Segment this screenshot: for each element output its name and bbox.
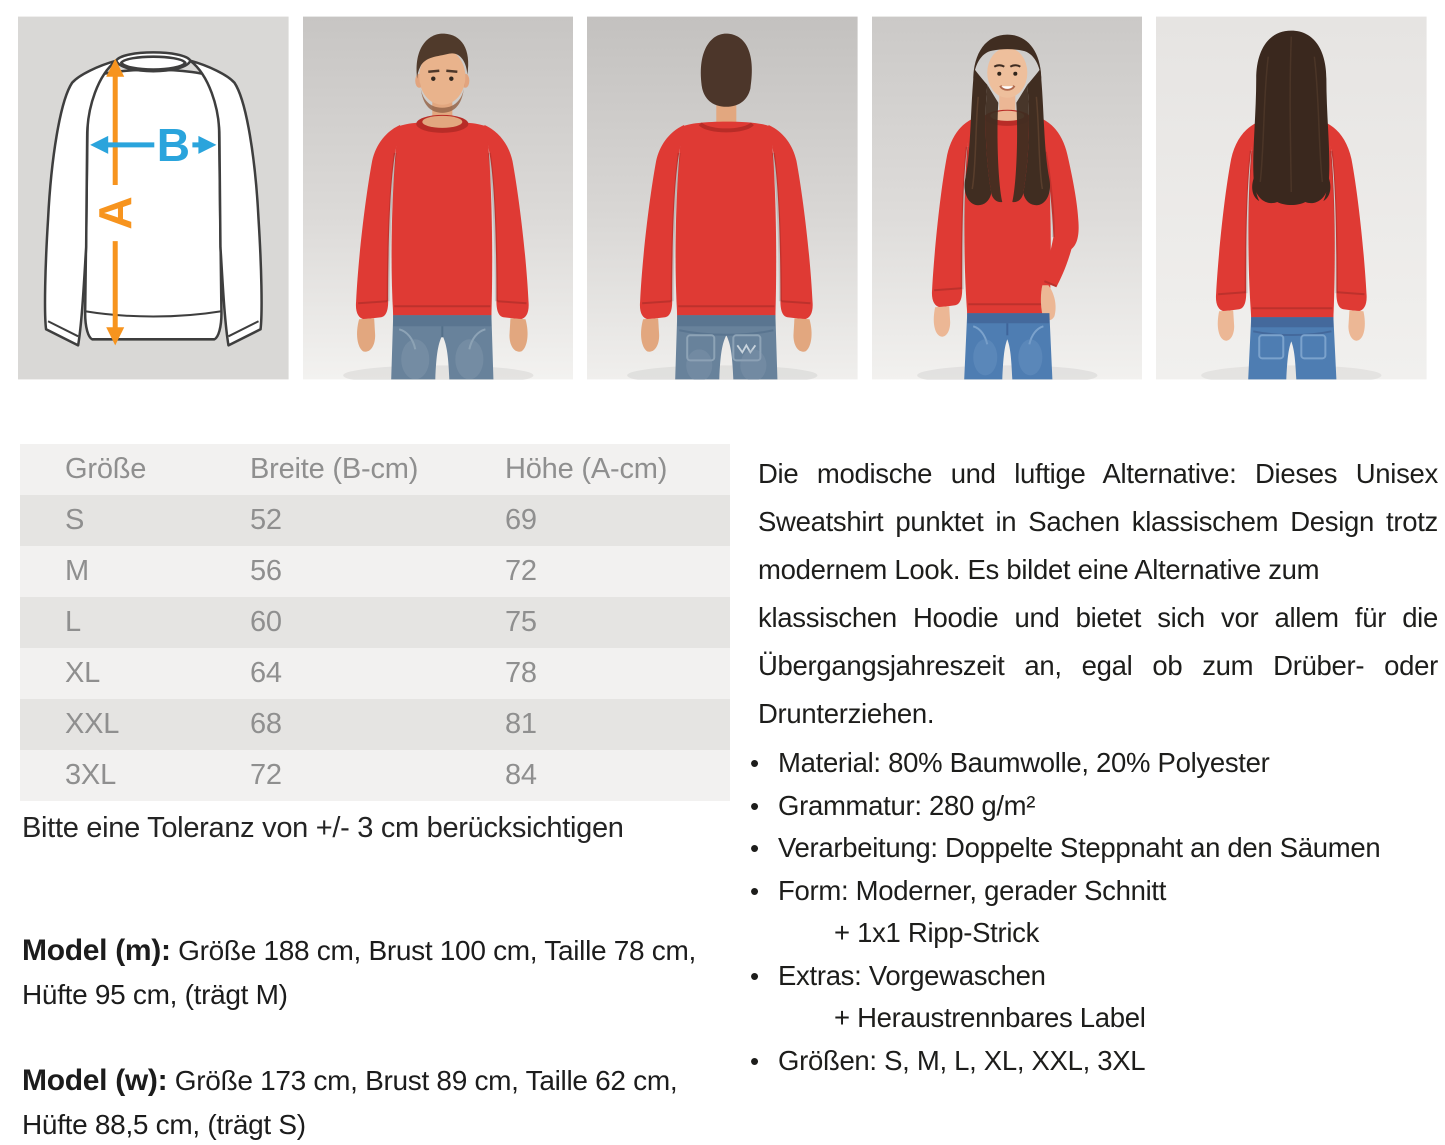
width-cell: 52 bbox=[250, 504, 282, 536]
width-cell: 72 bbox=[250, 759, 282, 791]
height-cell: 72 bbox=[505, 555, 537, 587]
width-cell: 56 bbox=[250, 555, 282, 587]
table-row bbox=[20, 648, 730, 699]
header-groesse: Größe bbox=[65, 453, 147, 485]
feature-text: + 1x1 Ripp-Strick bbox=[834, 917, 1040, 948]
feature-groessen bbox=[748, 1040, 1440, 1083]
description-paragraph-2: klassischen Hoodie und bietet sich vor allem für die Übergangsjahreszeit an, egal ob zum Drüber- oder Drunterziehen. bbox=[758, 602, 1438, 729]
width-cell: 60 bbox=[250, 606, 282, 638]
header-breite: Breite (B-cm) bbox=[250, 453, 419, 485]
width-label-b: B bbox=[156, 118, 190, 171]
photo-female-front bbox=[872, 16, 1143, 380]
height-cell: 69 bbox=[505, 504, 537, 536]
height-label-a: A bbox=[89, 196, 142, 230]
feature-list bbox=[748, 742, 1440, 1082]
model-male-label: Model (m): bbox=[22, 934, 171, 967]
feature-extras bbox=[748, 955, 1440, 998]
feature-text: Grammatur: 280 g/m² bbox=[778, 789, 1036, 821]
model-info-male bbox=[22, 929, 727, 1017]
size-diagram-illustration bbox=[18, 16, 289, 380]
width-cell: 68 bbox=[250, 708, 282, 740]
photo-male-front bbox=[303, 16, 574, 380]
photo-female-back bbox=[1156, 16, 1427, 380]
model-info-female bbox=[22, 1059, 727, 1145]
height-cell: 81 bbox=[505, 708, 537, 740]
female-front-illustration bbox=[872, 16, 1143, 380]
size-chart-table bbox=[20, 444, 730, 801]
size-cell: M bbox=[65, 555, 89, 587]
feature-form-continuation bbox=[748, 912, 1440, 955]
product-gallery bbox=[18, 16, 1427, 380]
model-female-measurements: Größe 173 cm, Brust 89 cm, Taille 62 cm, Hüfte 88,5 cm, (trägt S) bbox=[22, 1065, 678, 1140]
feature-extras-continuation bbox=[748, 997, 1440, 1040]
feature-text: Extras: Vorgewaschen bbox=[778, 959, 1046, 991]
table-row bbox=[20, 750, 730, 801]
tolerance-note: Bitte eine Toleranz von +/- 3 cm berücksichtigen bbox=[22, 812, 624, 844]
size-cell: XXL bbox=[65, 708, 120, 740]
table-row bbox=[20, 597, 730, 648]
feature-text: Größen: S, M, L, XL, XXL, 3XL bbox=[778, 1044, 1146, 1076]
feature-verarbeitung bbox=[748, 827, 1440, 870]
model-male-measurements: Größe 188 cm, Brust 100 cm, Taille 78 cm, Hüfte 95 cm, (trägt M) bbox=[22, 935, 696, 1010]
header-hoehe: Höhe (A-cm) bbox=[505, 453, 668, 485]
size-cell: S bbox=[65, 504, 85, 536]
description-paragraph-1: Die modische und luftige Alternative: Dieses Unisex Sweatshirt punktet in Sachen klassischem Design trotz modernem Look. Es bildet eine Alternative zum bbox=[758, 458, 1438, 585]
size-chart-header-row bbox=[20, 444, 730, 495]
feature-text: Form: Moderner, gerader Schnitt bbox=[778, 874, 1167, 906]
male-back-illustration bbox=[587, 16, 858, 380]
feature-text: Verarbeitung: Doppelte Steppnaht an den Säumen bbox=[778, 832, 1381, 863]
male-front-illustration bbox=[303, 16, 574, 380]
height-cell: 84 bbox=[505, 759, 537, 791]
height-cell: 75 bbox=[505, 606, 537, 638]
height-cell: 78 bbox=[505, 657, 537, 689]
female-back-illustration bbox=[1156, 16, 1427, 380]
photo-male-back bbox=[587, 16, 858, 380]
feature-form bbox=[748, 870, 1440, 913]
feature-material bbox=[748, 742, 1440, 785]
size-cell: XL bbox=[65, 657, 101, 689]
feature-text: + Heraustrennbares Label bbox=[834, 1002, 1146, 1033]
feature-grammatur bbox=[748, 785, 1440, 828]
size-cell: 3XL bbox=[65, 759, 116, 791]
model-female-label: Model (w): bbox=[22, 1064, 168, 1097]
size-cell: L bbox=[65, 606, 81, 638]
size-diagram-panel bbox=[18, 16, 289, 380]
feature-text: Material: 80% Baumwolle, 20% Polyester bbox=[778, 747, 1270, 778]
table-row bbox=[20, 699, 730, 750]
table-row bbox=[20, 495, 730, 546]
product-description bbox=[758, 450, 1438, 738]
table-row bbox=[20, 546, 730, 597]
width-cell: 64 bbox=[250, 657, 282, 689]
